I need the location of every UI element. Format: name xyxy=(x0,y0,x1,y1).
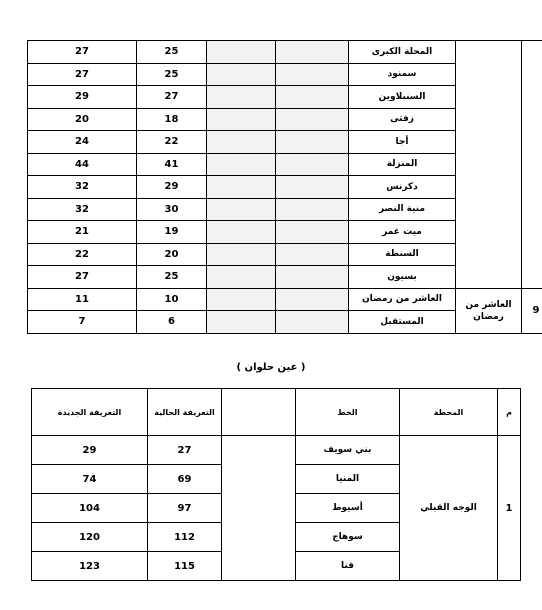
table-row xyxy=(28,41,542,64)
line-cell: سوهاج xyxy=(296,523,400,552)
current-fare-cell: 97 xyxy=(148,494,222,523)
blank-cell xyxy=(207,221,276,244)
new-fare-cell: 22 xyxy=(28,243,137,266)
new-fare-cell: 123 xyxy=(32,552,148,581)
new-fare-cell: 44 xyxy=(28,153,137,176)
current-fare-cell: 20 xyxy=(137,243,207,266)
station-cell-empty xyxy=(456,41,522,289)
current-fare-cell: 18 xyxy=(137,108,207,131)
new-fare-cell: 29 xyxy=(32,436,148,465)
current-fare-cell: 30 xyxy=(137,198,207,221)
number-cell: 1 xyxy=(498,436,521,581)
blank-header xyxy=(222,389,296,436)
fare-table-1 xyxy=(27,40,542,334)
new-fare-header: التعريفة الجديدة xyxy=(32,389,148,436)
blank-cell xyxy=(207,86,276,109)
new-fare-cell: 7 xyxy=(28,311,137,334)
current-fare-cell: 6 xyxy=(137,311,207,334)
line-cell: دكرنس xyxy=(349,176,456,199)
new-fare-cell: 21 xyxy=(28,221,137,244)
current-fare-cell: 10 xyxy=(137,288,207,311)
header-row xyxy=(32,389,521,436)
line-cell: زفتى xyxy=(349,108,456,131)
current-fare-cell: 41 xyxy=(137,153,207,176)
fare-table-1-body xyxy=(28,41,542,334)
new-fare-cell: 27 xyxy=(28,41,137,64)
number-cell: 9 xyxy=(522,288,542,333)
number-cell-empty xyxy=(522,41,542,289)
new-fare-cell: 32 xyxy=(28,176,137,199)
current-fare-cell: 112 xyxy=(148,523,222,552)
blank-cell xyxy=(276,311,349,334)
station-cell: الوجه القبلي xyxy=(400,436,498,581)
current-fare-cell: 69 xyxy=(148,465,222,494)
station-header: المحطة xyxy=(400,389,498,436)
new-fare-cell: 20 xyxy=(28,108,137,131)
table-row xyxy=(32,436,521,465)
blank-cell xyxy=(276,41,349,64)
fare-table-2 xyxy=(31,388,521,581)
blank-cell xyxy=(207,198,276,221)
line-cell: المنزلة xyxy=(349,153,456,176)
fare-table-2-body xyxy=(32,389,521,581)
current-fare-cell: 27 xyxy=(148,436,222,465)
line-cell: قنا xyxy=(296,552,400,581)
blank-cell xyxy=(276,266,349,289)
current-fare-cell: 29 xyxy=(137,176,207,199)
blank-cell xyxy=(276,221,349,244)
number-header: م xyxy=(498,389,521,436)
line-cell: العاشر من رمضان xyxy=(349,288,456,311)
line-cell: السنبلاوين xyxy=(349,86,456,109)
blank-cell xyxy=(207,63,276,86)
blank-cell xyxy=(207,266,276,289)
current-fare-cell: 22 xyxy=(137,131,207,154)
line-cell: منية النصر xyxy=(349,198,456,221)
blank-cell xyxy=(207,176,276,199)
line-cell: بني سويف xyxy=(296,436,400,465)
section-heading: ( عين حلوان ) xyxy=(236,362,306,373)
new-fare-cell: 74 xyxy=(32,465,148,494)
blank-cell xyxy=(276,243,349,266)
current-fare-cell: 19 xyxy=(137,221,207,244)
new-fare-cell: 29 xyxy=(28,86,137,109)
new-fare-cell: 32 xyxy=(28,198,137,221)
blank-cell xyxy=(276,131,349,154)
blank-cell xyxy=(276,288,349,311)
current-fare-cell: 25 xyxy=(137,41,207,64)
line-cell: السنطة xyxy=(349,243,456,266)
line-cell: المنيا xyxy=(296,465,400,494)
new-fare-cell: 24 xyxy=(28,131,137,154)
table-row xyxy=(28,288,542,311)
new-fare-cell: 104 xyxy=(32,494,148,523)
line-cell: أسيوط xyxy=(296,494,400,523)
line-cell: بسيون xyxy=(349,266,456,289)
blank-cell xyxy=(276,63,349,86)
blank-cell xyxy=(207,311,276,334)
blank-cell xyxy=(207,288,276,311)
blank-cell xyxy=(276,198,349,221)
line-cell: أجا xyxy=(349,131,456,154)
line-cell: المحلة الكبرى xyxy=(349,41,456,64)
new-fare-cell: 11 xyxy=(28,288,137,311)
station-cell: العاشر من رمضان xyxy=(456,288,522,333)
current-fare-cell: 25 xyxy=(137,266,207,289)
blank-cell xyxy=(207,153,276,176)
blank-cell xyxy=(207,108,276,131)
current-fare-header: التعريفة الحالية xyxy=(148,389,222,436)
new-fare-cell: 120 xyxy=(32,523,148,552)
blank-cell xyxy=(207,131,276,154)
line-header: الخط xyxy=(296,389,400,436)
blank-cell xyxy=(276,86,349,109)
line-cell: سمنود xyxy=(349,63,456,86)
blank-cell xyxy=(222,436,296,581)
blank-cell xyxy=(207,243,276,266)
new-fare-cell: 27 xyxy=(28,63,137,86)
current-fare-cell: 115 xyxy=(148,552,222,581)
blank-cell xyxy=(276,108,349,131)
new-fare-cell: 27 xyxy=(28,266,137,289)
blank-cell xyxy=(207,41,276,64)
blank-cell xyxy=(276,153,349,176)
current-fare-cell: 25 xyxy=(137,63,207,86)
current-fare-cell: 27 xyxy=(137,86,207,109)
line-cell: ميت غمر xyxy=(349,221,456,244)
line-cell: المستقبل xyxy=(349,311,456,334)
blank-cell xyxy=(276,176,349,199)
